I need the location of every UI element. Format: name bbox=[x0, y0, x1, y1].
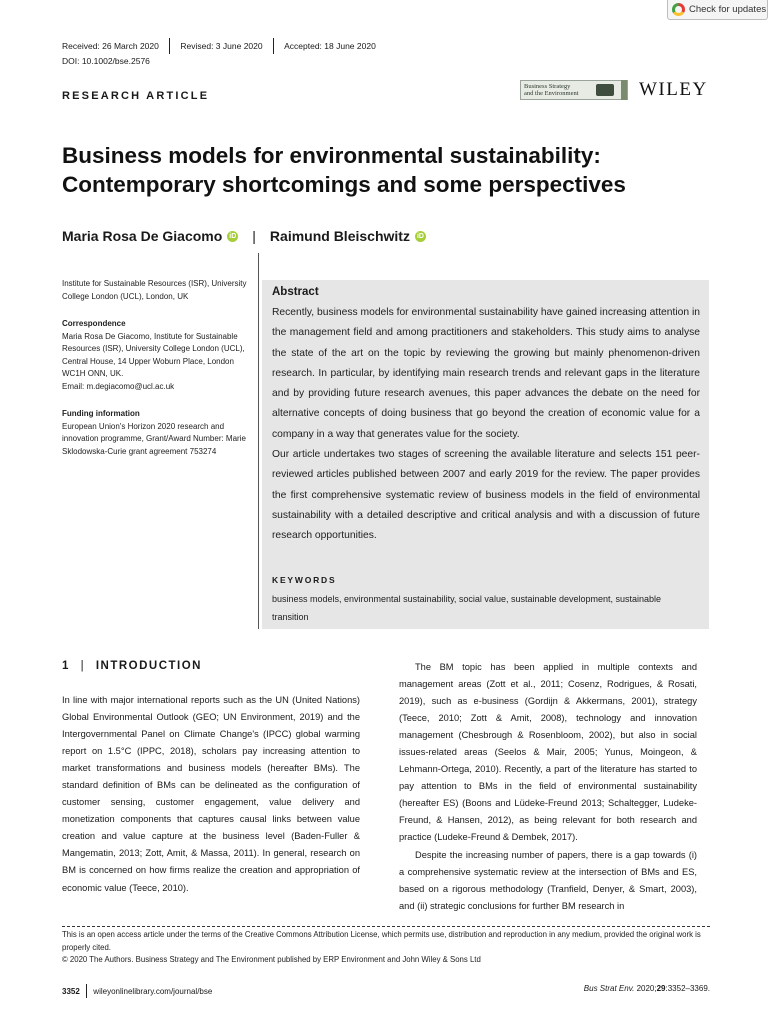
divider bbox=[273, 38, 275, 54]
revised-date: Revised: 3 June 2020 bbox=[180, 41, 263, 51]
journal-url[interactable]: wileyonlinelibrary.com/journal/bse bbox=[93, 986, 213, 996]
correspondence-block bbox=[62, 318, 252, 393]
abstract-paragraph: Recently, business models for environmental sustainability have gained increasing attention in the management field and among practitioners and stakeholders. This study aims to analyse the state of the art on the topic by reviewing the growing but mainly phenomenon-driven research. In particular, by identifying main research trends and relevant gaps in the literature and by providing future research avenues, this paper advances the debate on the need for alternative concepts of doing business that go beyond the creation of economic value for a company in a way that generates value for the society. bbox=[272, 307, 700, 440]
author-name[interactable]: Maria Rosa De Giacomo bbox=[62, 228, 223, 244]
section-title: INTRODUCTION bbox=[95, 660, 202, 672]
correspondence-text: Maria Rosa De Giacomo, Institute for Sustainable Resources (ISR), University College London (UCL), Central House, 14 Upper Woburn Place, London WC1H ONN, UK. bbox=[62, 331, 245, 378]
author-list bbox=[62, 228, 426, 244]
check-for-updates-button[interactable] bbox=[667, 0, 768, 20]
body-paragraph: In line with major international reports such as the UN (United Nations) Global Environmental Outlook (GEO; UN Environment, 2019) and the Intergovernmental Panel on Climate Change's (IPCC) global warming report on 1.5°C (IPPC, 2018), scholars pay increasing attention to market transformations and business models (hereafter BMs). The standard definition of BMs can be delineated as the configuration of customer sensing, customer engagement, value delivery and monetization components that captures causal links between value creation and value capture at the business level (Baden-Fuller & Mangematin, 2013; Zott, Amit, & Massa, 2011). In general, research on BM is concerned on how firms realize the creation and appropriation of economic value (Teece, 2010). bbox=[62, 695, 360, 893]
journal-logo bbox=[520, 80, 628, 100]
accepted-date: Accepted: 18 June 2020 bbox=[284, 41, 376, 51]
keywords-list: business models, environmental sustainability, social value, sustainable development, sustainable transition bbox=[272, 594, 662, 622]
journal-emblem-icon bbox=[596, 84, 614, 96]
divider bbox=[86, 984, 88, 998]
body-paragraph: Despite the increasing number of papers, there is a gap towards (i) a comprehensive systematic review at the intersection of BMs and ES, based on a rigorous methodology (Tranfield, Denyer, & Smart, 2003), and (ii) strategic conclusions for further BM research in bbox=[399, 849, 697, 911]
affiliation: Institute for Sustainable Resources (ISR), University College London (UCL), London, UK bbox=[62, 279, 247, 301]
orcid-icon[interactable]: iD bbox=[416, 232, 424, 240]
license-text: This is an open access article under the terms of the Creative Commons Attribution License, which permits use, distribution and reproduction in any medium, provided the original work is properly cited. bbox=[62, 930, 701, 952]
journal-logo-line1: Business Strategy bbox=[524, 83, 571, 90]
divider bbox=[169, 38, 171, 54]
citation-volume: 29 bbox=[656, 984, 666, 993]
abstract-body bbox=[272, 303, 700, 547]
journal-logo-bar bbox=[621, 80, 627, 100]
copyright-text: © 2020 The Authors. Business Strategy and The Environment published by ERP Environment and John Wiley & Sons Ltd bbox=[62, 955, 481, 965]
crossmark-icon bbox=[672, 3, 685, 16]
orcid-icon[interactable]: iD bbox=[229, 232, 237, 240]
section-number: 1 bbox=[62, 660, 70, 672]
publisher-logo: WILEY bbox=[639, 79, 708, 100]
citation-pages: :3352–3369. bbox=[665, 984, 710, 993]
author-name[interactable]: Raimund Bleischwitz bbox=[269, 228, 410, 244]
page-number: 3352 bbox=[62, 986, 80, 996]
citation bbox=[584, 984, 710, 993]
journal-logo-line2: and the Environment bbox=[524, 90, 579, 97]
received-date: Received: 26 March 2020 bbox=[62, 41, 159, 51]
column-divider bbox=[258, 253, 259, 629]
funding-block bbox=[62, 408, 252, 458]
journal-abbrev: Bus Strat Env. bbox=[583, 984, 635, 993]
section-heading bbox=[62, 660, 202, 672]
page-footer bbox=[62, 984, 212, 998]
author-separator: | bbox=[252, 228, 256, 244]
title-line-1: Business models for environmental sustainability: bbox=[62, 143, 601, 168]
body-column-left bbox=[62, 692, 360, 897]
keywords-heading: KEYWORDS bbox=[272, 575, 337, 585]
abstract-paragraph: Our article undertakes two stages of screening the available literature and selects 151 peer-reviewed articles published between 2007 and early 2019 for the review. The paper provides the first comprehensive systematic review of business models in the field of environmental sustainability with a detailed descriptive and critical analysis and with a discussion of future research opportunities. bbox=[272, 449, 700, 542]
article-type: RESEARCH ARTICLE bbox=[62, 90, 210, 102]
correspondence-email[interactable]: Email: m.degiacomo@ucl.ac.uk bbox=[62, 381, 175, 391]
funding-heading: Funding information bbox=[62, 409, 140, 418]
citation-year: 2020; bbox=[636, 984, 657, 993]
doi-link[interactable]: DOI: 10.1002/bse.2576 bbox=[62, 56, 150, 66]
body-paragraph: The BM topic has been applied in multiple contexts and management areas (Zott et al., 2011; Cosenz, Rodrigues, & Rosati, 2019), such as e-business (Gordijn & Akkermans, 2001), strategy (Teece, 2010; Zott & Amit, 2008), technology and innovation management (Chesbrough & Rosenbloom, 2002), but also in social issues-related areas (Seelos & Mair, 2005; Yunus, Moingeon, & Lehmann-Ortega, 2010). Recently, a part of the literature has started to pay attention to BMs in the field of environmental sustainability (hereafter ES) (Boons and Lüdeke-Freund 2013; Schaltegger, Ludeke-Freund, & Hansen, 2012), as being relevant for both research and practice (Ludeke-Freund & Dembek, 2017). bbox=[399, 662, 697, 843]
footer-divider bbox=[62, 926, 710, 927]
article-dates bbox=[62, 38, 376, 54]
body-column-right bbox=[399, 659, 697, 915]
correspondence-heading: Correspondence bbox=[62, 319, 126, 328]
check-for-updates-label: Check for updates bbox=[689, 4, 767, 15]
license-note bbox=[62, 929, 710, 967]
section-separator: | bbox=[80, 660, 86, 672]
article-title bbox=[62, 141, 702, 199]
funding-text: European Union's Horizon 2020 research and innovation programme, Grant/Award Number: Marie Sklodowska-Curie grant agreement 753274 bbox=[62, 421, 246, 456]
title-line-2: Contemporary shortcomings and some perspectives bbox=[62, 172, 626, 197]
abstract-heading: Abstract bbox=[272, 286, 319, 298]
